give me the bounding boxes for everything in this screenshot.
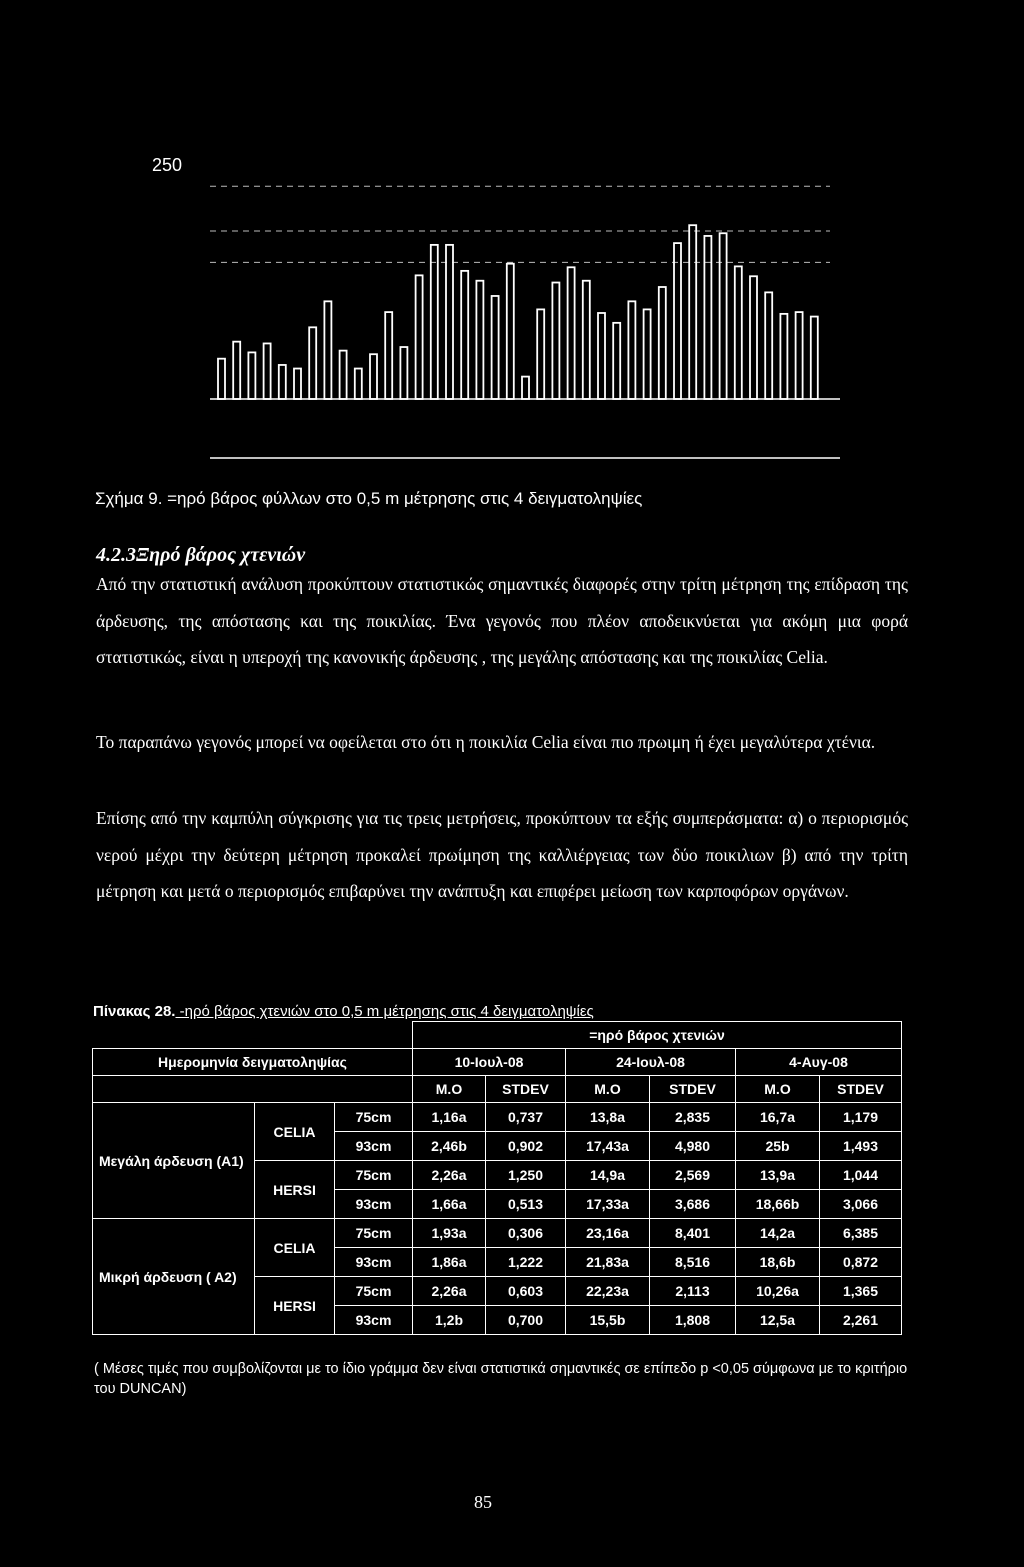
table-title-row [93, 1022, 902, 1049]
value-cell: 10,26a [736, 1277, 820, 1306]
chart-bar [355, 369, 362, 399]
value-cell: 16,7a [736, 1103, 820, 1132]
chart-bar [598, 313, 605, 399]
chart-bar [750, 276, 757, 399]
spacing-cell: 93cm [335, 1248, 413, 1277]
value-cell: 1,493 [820, 1132, 902, 1161]
chart-bar [674, 243, 681, 399]
irrigation-group-label: Μεγάλη άρδευση (Α1) [93, 1103, 255, 1219]
value-cell: 1,250 [486, 1161, 566, 1190]
table-note: ( Μέσες τιμές που συμβολίζονται με το ίδιο γράμμα δεν είναι στατιστικά σημαντικές σε επίπεδο p <0,05 σύμφωνα με το κριτήριο του DUNCAN) [94, 1361, 908, 1397]
page-number: 85 [474, 1492, 492, 1512]
value-cell: 15,5b [566, 1306, 650, 1335]
value-cell: 0,306 [486, 1219, 566, 1248]
chart-bar [811, 317, 818, 399]
value-cell: 1,93a [413, 1219, 486, 1248]
value-cell: 1,2b [413, 1306, 486, 1335]
data-table [92, 1021, 902, 1335]
chart-bar [583, 281, 590, 399]
table-row [93, 1103, 902, 1132]
value-cell: 8,401 [650, 1219, 736, 1248]
variety-label: CELIA [255, 1219, 335, 1277]
chart-bar [264, 343, 271, 399]
value-cell: 3,066 [820, 1190, 902, 1219]
value-cell: 2,26a [413, 1161, 486, 1190]
chart-bar [780, 314, 787, 399]
bar-chart [210, 175, 850, 465]
spacing-cell: 75cm [335, 1219, 413, 1248]
value-cell: 1,365 [820, 1277, 902, 1306]
variety-label: CELIA [255, 1103, 335, 1161]
value-cell: 21,83a [566, 1248, 650, 1277]
value-cell: 17,33a [566, 1190, 650, 1219]
table-caption-text: -ηρό βάρος χτενιών στο 0,5 m μέτρησης στις 4 δειγματοληψίες [175, 1003, 594, 1020]
chart-bar [689, 225, 696, 399]
chart-bar [476, 281, 483, 399]
table-body [93, 1103, 902, 1335]
value-cell: 25b [736, 1132, 820, 1161]
chart-bar [613, 323, 620, 399]
value-cell: 1,66a [413, 1190, 486, 1219]
chart-bar [492, 296, 499, 399]
stat-header: Μ.Ο [566, 1076, 650, 1103]
stat-header: Μ.Ο [736, 1076, 820, 1103]
paragraph-2: Το παραπάνω γεγονός μπορεί να οφείλεται στο ότι η ποικιλία Celia είναι πιο πρωιμη ή έχει μεγαλύτερα χτένια. [96, 732, 876, 752]
chart-bar [233, 342, 240, 399]
chart-bar [628, 301, 635, 399]
value-cell: 4,980 [650, 1132, 736, 1161]
chart-bar [796, 312, 803, 399]
chart-bar [552, 283, 559, 399]
variety-label: HERSI [255, 1161, 335, 1219]
table-caption-prefix: Πίνακας 28. [93, 1003, 176, 1020]
spacing-cell: 93cm [335, 1190, 413, 1219]
stat-header: STDEV [486, 1076, 566, 1103]
value-cell: 2,261 [820, 1306, 902, 1335]
stat-header: STDEV [820, 1076, 902, 1103]
stat-header: STDEV [650, 1076, 736, 1103]
chart-bar [385, 312, 392, 399]
value-cell: 2,46b [413, 1132, 486, 1161]
chart-bar [400, 347, 407, 399]
chart-bar [765, 292, 772, 399]
chart-bar [644, 309, 651, 399]
chart-bar [309, 327, 316, 399]
chart-bar [416, 275, 423, 399]
value-cell: 0,700 [486, 1306, 566, 1335]
value-cell: 17,43a [566, 1132, 650, 1161]
section-heading: 4.2.3Ξηρό βάρος χτενιών [96, 544, 306, 566]
value-cell: 18,6b [736, 1248, 820, 1277]
spacing-cell: 75cm [335, 1161, 413, 1190]
value-cell: 1,16a [413, 1103, 486, 1132]
stat-header: Μ.Ο [413, 1076, 486, 1103]
value-cell: 6,385 [820, 1219, 902, 1248]
value-cell: 14,2a [736, 1219, 820, 1248]
table-stat-row [93, 1076, 902, 1103]
table-row [93, 1219, 902, 1248]
variety-label: HERSI [255, 1277, 335, 1335]
value-cell: 3,686 [650, 1190, 736, 1219]
date-3: 4-Αυγ-08 [736, 1049, 902, 1076]
chart-bar [370, 354, 377, 399]
value-cell: 12,5a [736, 1306, 820, 1335]
value-cell: 1,86a [413, 1248, 486, 1277]
value-cell: 0,513 [486, 1190, 566, 1219]
chart-bar [446, 245, 453, 399]
chart-bar [507, 264, 514, 399]
value-cell: 13,8a [566, 1103, 650, 1132]
table-group-title: =ηρό βάρος χτενιών [413, 1022, 902, 1049]
chart-bar [704, 236, 711, 399]
chart-bar [340, 351, 347, 399]
value-cell: 1,179 [820, 1103, 902, 1132]
value-cell: 2,113 [650, 1277, 736, 1306]
spacing-cell: 93cm [335, 1306, 413, 1335]
value-cell: 2,835 [650, 1103, 736, 1132]
chart-bar [279, 365, 286, 399]
table-caption [93, 1003, 594, 1020]
value-cell: 2,569 [650, 1161, 736, 1190]
date-header: Ημερομηνία δειγματοληψίας [93, 1049, 413, 1076]
chart-bar [537, 309, 544, 399]
chart-bar [248, 352, 255, 399]
table-date-row [93, 1049, 902, 1076]
date-1: 10-Ιουλ-08 [413, 1049, 566, 1076]
value-cell: 13,9a [736, 1161, 820, 1190]
chart-y-top-label: 250 [152, 155, 183, 175]
chart-bar [324, 301, 331, 399]
paragraph-1: Από την στατιστική ανάλυση προκύπτουν στατιστικώς σημαντικές διαφορές στην τρίτη μέτρηση της επίδραση της άρδευσης, της απόστασης και της ποικιλίας. Ένα γεγονός που πλέον αποδεικνύεται για ακόμη μια φορά στατιστικώς, είναι η υπεροχή της κανονικής άρδευσης , της μεγάλης απόστασης και της ποικιλίας Celia. [96, 574, 908, 667]
value-cell: 23,16a [566, 1219, 650, 1248]
chart-bar [218, 359, 225, 399]
value-cell: 1,808 [650, 1306, 736, 1335]
value-cell: 18,66b [736, 1190, 820, 1219]
chart-bar [431, 245, 438, 399]
chart-bar [522, 377, 529, 399]
value-cell: 0,737 [486, 1103, 566, 1132]
chart-bar [461, 271, 468, 399]
value-cell: 1,222 [486, 1248, 566, 1277]
paragraph-3: Επίσης από την καμπύλη σύγκρισης για τις τρεις μετρήσεις, προκύπτουν τα εξής συμπεράσματα: α) ο περιορισμός νερού μέχρι την δεύτερη μέτρηση προκαλεί πρωίμηση της καλλιέργειας των δύο ποικιλιων β) από την τρίτη μέτρηση και μετά ο περιορισμός επιβαρύνει την ανάπτυξη και επιφέρει μείωση των καρποφόρων οργάνων. [96, 808, 908, 901]
value-cell: 0,603 [486, 1277, 566, 1306]
irrigation-group-label: Μικρή άρδευση ( Α2) [93, 1219, 255, 1335]
spacing-cell: 75cm [335, 1103, 413, 1132]
date-2: 24-Ιουλ-08 [566, 1049, 736, 1076]
chart-bar [568, 267, 575, 399]
figure-caption: Σχήμα 9. =ηρό βάρος φύλλων στο 0,5 m μέτρησης στις 4 δειγματοληψίες [95, 489, 643, 508]
value-cell: 0,872 [820, 1248, 902, 1277]
chart-bar [720, 233, 727, 399]
value-cell: 8,516 [650, 1248, 736, 1277]
value-cell: 22,23a [566, 1277, 650, 1306]
chart-bar [294, 369, 301, 399]
chart-bar [735, 266, 742, 399]
value-cell: 2,26a [413, 1277, 486, 1306]
value-cell: 1,044 [820, 1161, 902, 1190]
spacing-cell: 93cm [335, 1132, 413, 1161]
value-cell: 14,9a [566, 1161, 650, 1190]
spacing-cell: 75cm [335, 1277, 413, 1306]
value-cell: 0,902 [486, 1132, 566, 1161]
chart-bar [659, 287, 666, 399]
